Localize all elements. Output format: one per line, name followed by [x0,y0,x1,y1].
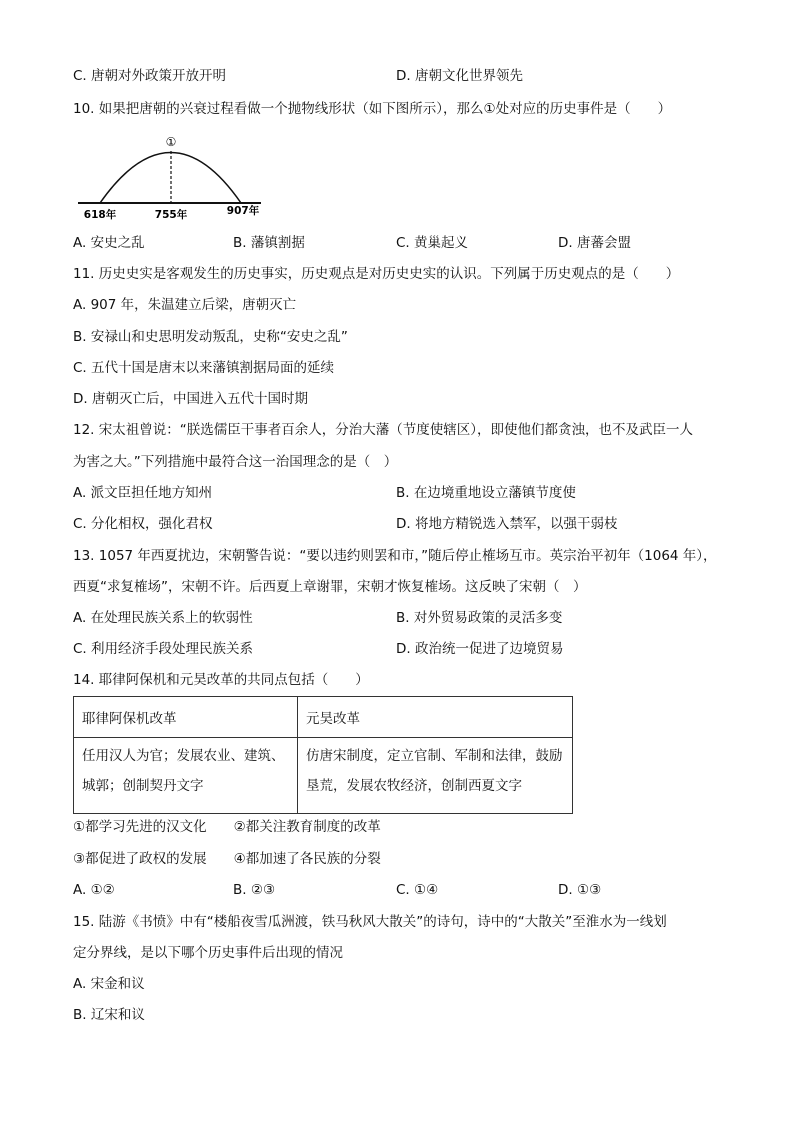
peak-marker: ① [165,135,177,149]
q13-stem-line1: 13. 1057 年西夏扰边，宋朝警告说：“要以违约则罢和市，”随后停止榷场互市。英宗治平初年（1064 年）， [73,548,717,564]
q11-stem: 11. 历史史实是客观发生的历史事实，历史观点是对历史史实的认识。下列属于历史观点的是（ ） [73,266,680,282]
q10-option-a: A. 安史之乱 [73,235,145,251]
q14-option-d: D. ①③ [558,882,602,898]
q10-stem: 10. 如果把唐朝的兴衰过程看做一个抛物线形状（如下图所示），那么①处对应的历史事件是（ ） [73,101,672,117]
table-header-abaoji: 耶律阿保机改革 [74,697,298,738]
q14-stem: 14. 耶律阿保机和元昊改革的共同点包括（ ） [73,672,369,688]
q10-option-b: B. 藩镇割据 [233,235,305,251]
q12-stem-line2: 为害之大。”下列措施中最符合这一治国理念的是（ ） [73,454,398,470]
q15-option-a: A. 宋金和议 [73,976,145,992]
table-cell-yuanhao: 仿唐宋制度，定立官制、军制和法律，鼓励垦荒，发展农牧经济，创制西夏文字 [298,738,573,814]
q11-option-c: C. 五代十国是唐末以来藩镇割据局面的延续 [73,360,335,376]
q15-stem-line2: 定分界线，是以下哪个历史事件后出现的情况 [73,945,343,961]
q13-stem-line2: 西夏“求复榷场”，宋朝不许。后西夏上章谢罪，宋朝才恢复榷场。这反映了宋朝（ ） [73,579,587,595]
q13-option-b: B. 对外贸易政策的灵活多变 [396,610,563,626]
table-header-yuanhao: 元昊改革 [298,697,573,738]
q9-option-c: C. 唐朝对外政策开放开明 [73,68,227,84]
q12-option-a: A. 派文臣担任地方知州 [73,485,213,501]
q10-option-d: D. 唐蕃会盟 [558,235,631,251]
q9-option-d: D. 唐朝文化世界领先 [396,68,523,84]
q10-option-c: C. 黄巢起义 [396,235,469,251]
q11-option-d: D. 唐朝灭亡后，中国进入五代十国时期 [73,391,308,407]
table-body-row [74,738,573,814]
q11-option-a: A. 907 年，朱温建立后梁，唐朝灭亡 [73,297,297,313]
q13-option-d: D. 政治统一促进了边境贸易 [396,641,564,657]
parabola-diagram [73,130,273,222]
q15-option-b: B. 辽宋和议 [73,1007,145,1023]
q12-option-c: C. 分化相权，强化君权 [73,516,213,532]
label-618: 618年 [83,209,117,221]
q14-statements-line1: ①都学习先进的汉文化 ②都关注教育制度的改革 [73,819,381,835]
label-907: 907年 [226,205,260,217]
q15-stem-line1: 15. 陆游《书愤》中有“楼船夜雪瓜洲渡，铁马秋风大散关”的诗句，诗中的“大散关”至淮水为一线划 [73,914,667,930]
table-cell-abaoji: 任用汉人为官；发展农业、建筑、城郭；创制契丹文字 [74,738,298,814]
q14-statements-line2: ③都促进了政权的发展 ④都加速了各民族的分裂 [73,851,381,867]
q14-option-b: B. ②③ [233,882,276,898]
q14-option-a: A. ①② [73,882,115,898]
q10-parabola-figure [73,130,273,222]
q12-stem-line1: 12. 宋太祖曾说：“朕选儒臣干事者百余人，分治大藩（节度使辖区），即使他们都贪浊，也不及武臣一人 [73,422,694,438]
q14-comparison-table [73,696,573,814]
label-755: 755年 [154,209,188,221]
table-header-row [74,697,573,738]
q12-option-b: B. 在边境重地设立藩镇节度使 [396,485,576,501]
q13-option-a: A. 在处理民族关系上的软弱性 [73,610,253,626]
q13-option-c: C. 利用经济手段处理民族关系 [73,641,254,657]
q14-option-c: C. ①④ [396,882,439,898]
q11-option-b: B. 安禄山和史思明发动叛乱，史称“安史之乱” [73,329,348,345]
q12-option-d: D. 将地方精锐选入禁军，以强干弱枝 [396,516,618,532]
